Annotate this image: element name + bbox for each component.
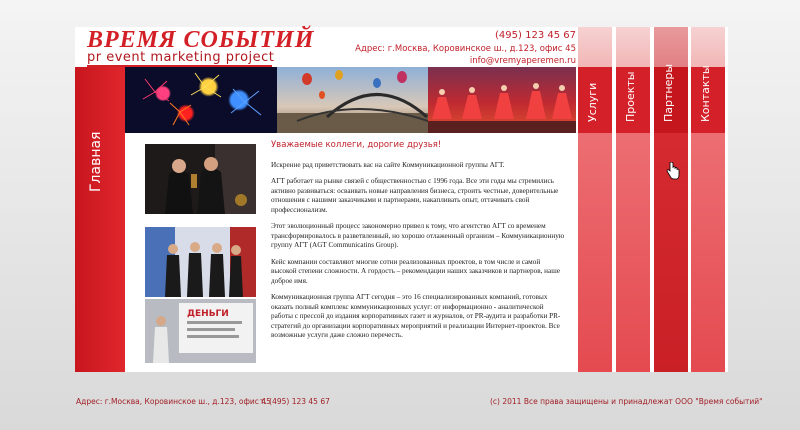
paragraph: Этот эволюционный процесс закономерно привел к тому, что агентство АГТ со временем трансформировалось в разветвленный, но хорошо отлаженный организм – Коммуникационную группу АГТ (AGT Communicatins Group). [271,222,565,249]
fireworks-photo [125,67,277,133]
footer-copyright: (c) 2011 Все права защищены и принадлежат ООО "Время событий" [490,397,763,406]
presentation-caption: ДЕНЬГИ [187,309,229,319]
nav-projects-label: Проекты [624,71,637,122]
nav-contacts-tab[interactable] [691,27,725,372]
group-photo [145,227,256,297]
paragraph: Искренне рад приветствовать вас на сайте Коммуникационной группы АГТ. [271,160,505,169]
header-email[interactable]: info@vremyaperemen.ru [469,56,576,66]
logo-subtitle: pr event marketing project [87,50,275,65]
main-content [271,141,567,348]
nav-home-label: Главная [88,131,104,192]
presentation-photo [145,299,256,363]
award-ceremony-photo [145,144,256,214]
nav-projects-tab[interactable] [616,27,650,372]
bridge-balloons-photo [277,67,428,133]
hand-cursor-icon [666,162,680,184]
paragraph: Коммуникационная группа АГТ сегодня – это 16 специализированных компаний, готовых оказать полный комплекс коммуникационных услуг: от информационно - аналитической работы с прессой до издания корпоративных газет и журналов, от PR-аудита и разработки PR-стратегий до организации корпоративных мероприятий и реализации Интернет-проектов. Все возможные услуги даже сложно перечесть. [271,293,561,339]
nav-contacts-label: Контакты [699,65,712,122]
nav-home-tab[interactable] [75,67,125,372]
nav-partners-label: Партнеры [662,63,675,122]
nav-services-tab[interactable] [578,27,612,372]
content-heading: Уважаемые коллеги, дорогие друзья! [271,140,442,150]
header-address: Адрес: г.Москва, Коровинское ш., д.123, офис 45 [355,44,576,54]
nav-services-label: Услуги [586,82,599,122]
page-container [75,27,728,372]
footer-address: Адрес: г.Москва, Коровинское ш., д.123, офис 45 [76,397,271,406]
footer-phone: т. (495) 123 45 67 [260,397,330,406]
logo-title[interactable]: ВРЕМЯ СОБЫТИЙ [87,27,315,53]
header-contacts [355,29,576,67]
paragraph: Кейс компании составляют многие сотни реализованных проектов, в том числе и самой высокой степени сложности. А гордость – рекомендации наших заказчиков и партнеров, наше доброе имя. [271,257,560,285]
nav-partners-tab[interactable] [654,27,688,372]
paragraph: АГТ работает на рынке связей с общественностью с 1996 года. Все эти годы мы стремились активно развиваться: осваивать новые направления бизнеса, строить честные, доверительные отношения с нашими заказчиками и партнерами, накапливать опыт, оттачивать свой профессионализм. [271,177,559,214]
dancers-photo [428,67,576,133]
header-phone: (495) 123 45 67 [495,30,576,41]
